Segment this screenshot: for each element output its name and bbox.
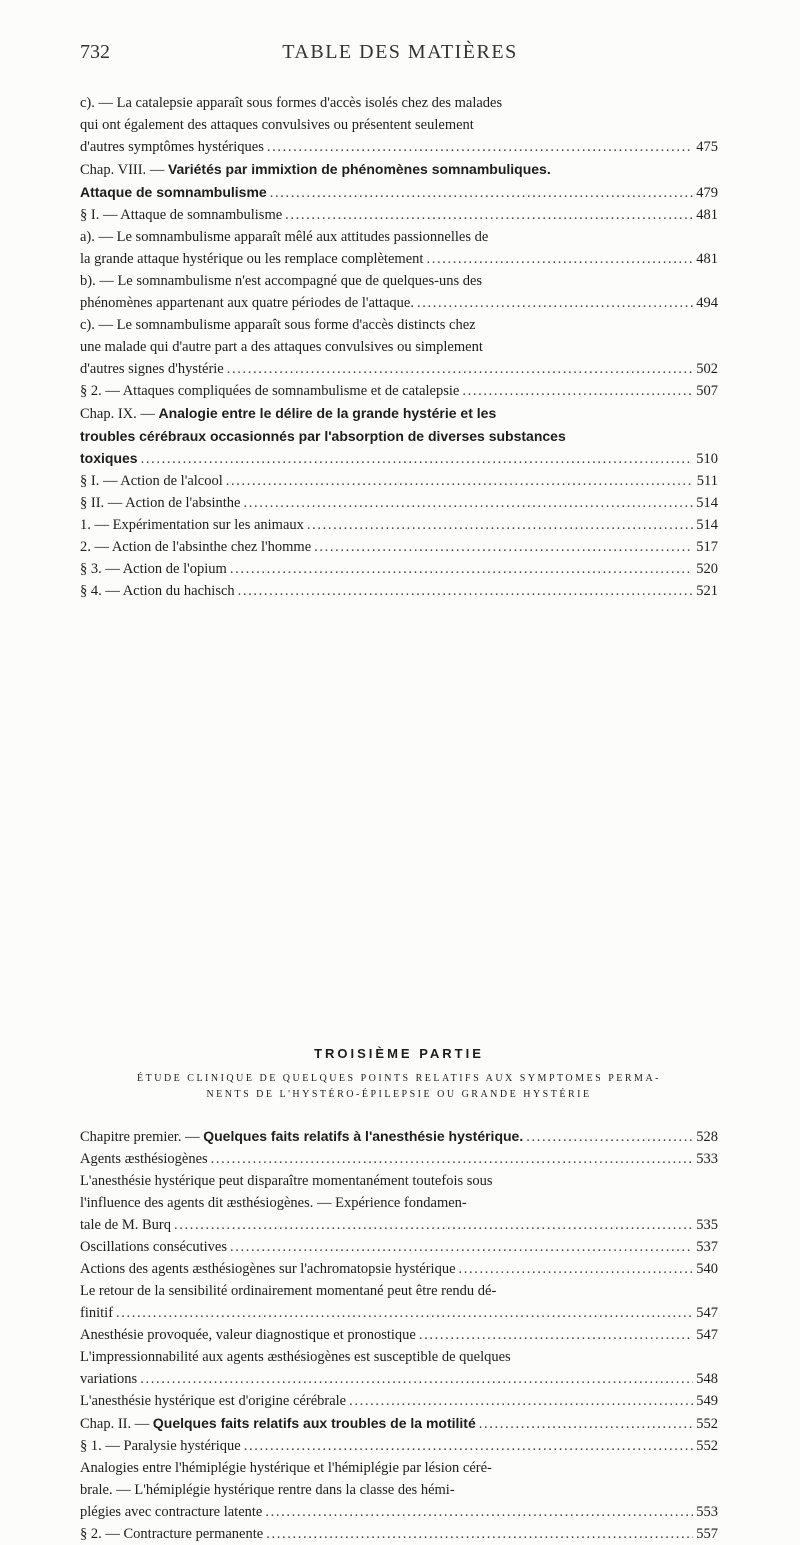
toc-entry <box>80 1346 718 1390</box>
toc-entry <box>80 226 718 270</box>
toc-page-number: 557 <box>696 1526 718 1542</box>
leader-dots <box>116 1302 693 1324</box>
toc-page-number: 549 <box>696 1393 718 1409</box>
toc-page-number: 540 <box>696 1261 718 1277</box>
leader-dots <box>230 1236 693 1258</box>
toc-page-number: 547 <box>696 1305 718 1321</box>
leader-dots <box>140 1368 693 1390</box>
toc-entry <box>80 314 718 380</box>
toc-entry <box>80 402 718 470</box>
leader-dots <box>349 1390 693 1412</box>
toc-page-number: 552 <box>696 1438 718 1454</box>
toc-entry-title: Oscillations consécutives <box>80 1239 227 1255</box>
toc-page-number: 481 <box>696 251 718 267</box>
toc-entry-title: Chap. II. — Quelques faits relatifs aux troubles de la motilité <box>80 1415 476 1432</box>
part-title: TROISIÈME PARTIE <box>314 1046 484 1061</box>
leader-dots <box>417 292 693 314</box>
toc-entry <box>80 1280 718 1324</box>
toc-entry <box>80 92 718 158</box>
leader-dots <box>267 136 693 158</box>
page-title: TABLE DES MATIÈRES <box>282 41 518 63</box>
toc-entry <box>80 558 718 580</box>
toc-entry-title: phénomènes appartenant aux quatre périodes de l'attaque. <box>80 295 414 311</box>
toc-block-1 <box>80 92 718 602</box>
toc-entry-title: Chapitre premier. — Quelques faits relatifs à l'anesthésie hystérique. <box>80 1128 524 1145</box>
toc-entry-title: toxiques <box>80 450 138 466</box>
toc-entry-title: variations <box>80 1371 138 1387</box>
toc-page-number: 533 <box>696 1151 718 1167</box>
toc-page-number: 507 <box>696 383 718 399</box>
toc-entry <box>80 1324 718 1346</box>
toc-entry <box>80 270 718 314</box>
toc-page-number: 520 <box>696 561 718 577</box>
toc-entry <box>80 1258 718 1280</box>
toc-entry-title: L'anesthésie hystérique est d'origine cérébrale <box>80 1393 347 1409</box>
leader-dots <box>462 380 693 402</box>
leader-dots <box>230 558 693 580</box>
toc-entry <box>80 204 718 226</box>
toc-page-number: 552 <box>696 1416 718 1432</box>
toc-entry-line: troubles cérébraux occasionnés par l'absorption de diverses substances <box>80 428 566 444</box>
toc-entry-title: Anesthésie provoquée, valeur diagnostique et pronostique <box>80 1327 416 1343</box>
toc-entry-line: une malade qui d'autre part a des attaques convulsives ou simplement <box>80 339 483 355</box>
leader-dots <box>211 1148 694 1170</box>
toc-page-number: 535 <box>696 1217 718 1233</box>
leader-dots <box>266 1523 693 1545</box>
toc-entry <box>80 1170 718 1236</box>
toc-entry-line: c). — Le somnambulisme apparaît sous forme d'accès distincts chez <box>80 317 476 333</box>
leader-dots <box>141 448 694 470</box>
toc-entry <box>80 470 718 492</box>
toc-entry-title: Attaque de somnambulisme <box>80 184 267 200</box>
toc-entry <box>80 1390 718 1412</box>
part-subtitle <box>80 1071 718 1103</box>
toc-page-number: 548 <box>696 1371 718 1387</box>
toc-entry-title: § 1. — Paralysie hystérique <box>80 1438 241 1454</box>
leader-dots <box>244 1435 694 1457</box>
toc-page-number: 494 <box>696 295 718 311</box>
leader-dots <box>227 358 694 380</box>
running-head <box>80 41 720 69</box>
toc-entry-title: § 2. — Attaques compliquées de somnambulisme et de catalepsie <box>80 383 460 399</box>
toc-entry-line: Chap. IX. — Analogie entre le délire de la grande hystérie et les <box>80 405 497 422</box>
leader-dots <box>314 536 693 558</box>
leader-dots <box>285 204 693 226</box>
toc-page-number: 514 <box>696 495 718 511</box>
leader-dots <box>459 1258 694 1280</box>
toc-entry <box>80 1412 718 1435</box>
toc-page-number: 553 <box>696 1504 718 1520</box>
toc-entry-title: Actions des agents æsthésiogènes sur l'achromatopsie hystérique <box>80 1261 456 1277</box>
toc-page-number: 481 <box>696 207 718 223</box>
toc-entry-title: § I. — Action de l'alcool <box>80 473 223 489</box>
toc-page-number: 511 <box>696 473 718 489</box>
leader-dots <box>270 182 694 204</box>
toc-entry-line: L'anesthésie hystérique peut disparaître momentanément toutefois sous <box>80 1173 493 1189</box>
toc-entry-line: brale. — L'hémiplégie hystérique rentre dans la classe des hémi- <box>80 1482 455 1498</box>
toc-page-number: 517 <box>696 539 718 555</box>
toc-page-number: 514 <box>696 517 718 533</box>
toc-entry <box>80 536 718 558</box>
toc-page-number: 537 <box>696 1239 718 1255</box>
toc-entry <box>80 492 718 514</box>
toc-entry <box>80 380 718 402</box>
toc-page-number: 510 <box>696 451 718 467</box>
toc-entry <box>80 1435 718 1457</box>
leader-dots <box>419 1324 693 1346</box>
toc-entry-title: d'autres signes d'hystérie <box>80 361 224 377</box>
toc-entry-title: § I. — Attaque de somnambulisme <box>80 207 283 223</box>
toc-entry-line: qui ont également des attaques convulsives ou présentent seulement <box>80 117 474 133</box>
toc-entry-line: a). — Le somnambulisme apparaît mêlé aux attitudes passionnelles de <box>80 229 489 245</box>
part-subtitle-line-1: ÉTUDE CLINIQUE DE QUELQUES POINTS RELATIFS AUX SYMPTOMES PERMA- <box>137 1073 661 1084</box>
toc-entry-title: § II. — Action de l'absinthe <box>80 495 241 511</box>
part-subtitle-line-2: NENTS DE L'HYSTÉRO-ÉPILEPSIE OU GRANDE HYSTÉRIE <box>206 1089 592 1100</box>
toc-entry-title: tale de M. Burq <box>80 1217 172 1233</box>
toc-page-number: 475 <box>696 139 718 155</box>
toc-entry <box>80 1125 718 1148</box>
toc-page-number: 502 <box>696 361 718 377</box>
toc-page-number: 479 <box>696 185 718 201</box>
toc-entry-title: finitif <box>80 1305 114 1321</box>
toc-entry-title: § 3. — Action de l'opium <box>80 561 227 577</box>
toc-entry-title: § 4. — Action du hachisch <box>80 583 235 599</box>
toc-entry-line: Analogies entre l'hémiplégie hystérique et l'hémiplégie par lésion céré- <box>80 1460 492 1476</box>
toc-entry <box>80 1236 718 1258</box>
leader-dots <box>307 514 693 536</box>
toc-entry-title: la grande attaque hystérique ou les remplace complètement <box>80 251 424 267</box>
toc-page-number: 547 <box>696 1327 718 1343</box>
toc-entry-line: b). — Le somnambulisme n'est accompagné que de quelques-uns des <box>80 273 483 289</box>
page-number: 732 <box>80 41 110 63</box>
toc-entry-line: Le retour de la sensibilité ordinairement momentané peut être rendu dé- <box>80 1283 497 1299</box>
toc-entry-title: Agents æsthésiogènes <box>80 1151 208 1167</box>
toc-entry <box>80 514 718 536</box>
toc-entry-title: 1. — Expérimentation sur les animaux <box>80 517 304 533</box>
toc-entry <box>80 158 718 204</box>
leader-dots <box>174 1214 693 1236</box>
toc-entry-title: d'autres symptômes hystériques <box>80 139 264 155</box>
leader-dots <box>479 1413 693 1435</box>
toc-entry-title: plégies avec contracture latente <box>80 1504 263 1520</box>
leader-dots <box>243 492 693 514</box>
toc-entry-line: Chap. VIII. — Variétés par immixtion de phénomènes somnambuliques. <box>80 161 551 178</box>
leader-dots <box>238 580 694 602</box>
toc-entry-line: L'impressionnabilité aux agents æsthésiogènes est susceptible de quelques <box>80 1349 511 1365</box>
toc-entry <box>80 1148 718 1170</box>
leader-dots <box>265 1501 693 1523</box>
toc-entry <box>80 1523 718 1545</box>
toc-entry-title: 2. — Action de l'absinthe chez l'homme <box>80 539 312 555</box>
toc-page-number: 528 <box>696 1129 718 1145</box>
leader-dots <box>526 1126 693 1148</box>
leader-dots <box>426 248 693 270</box>
toc-entry-line: l'influence des agents dit æsthésiogènes. — Expérience fondamen- <box>80 1195 467 1211</box>
toc-page-number: 521 <box>696 583 718 599</box>
leader-dots <box>226 470 694 492</box>
toc-entry <box>80 580 718 602</box>
toc-block-2 <box>80 1125 718 1545</box>
toc-entry <box>80 1457 718 1523</box>
toc-entry-line: c). — La catalepsie apparaît sous formes d'accès isolés chez des malades <box>80 95 503 111</box>
toc-entry-title: § 2. — Contracture permanente <box>80 1526 264 1542</box>
